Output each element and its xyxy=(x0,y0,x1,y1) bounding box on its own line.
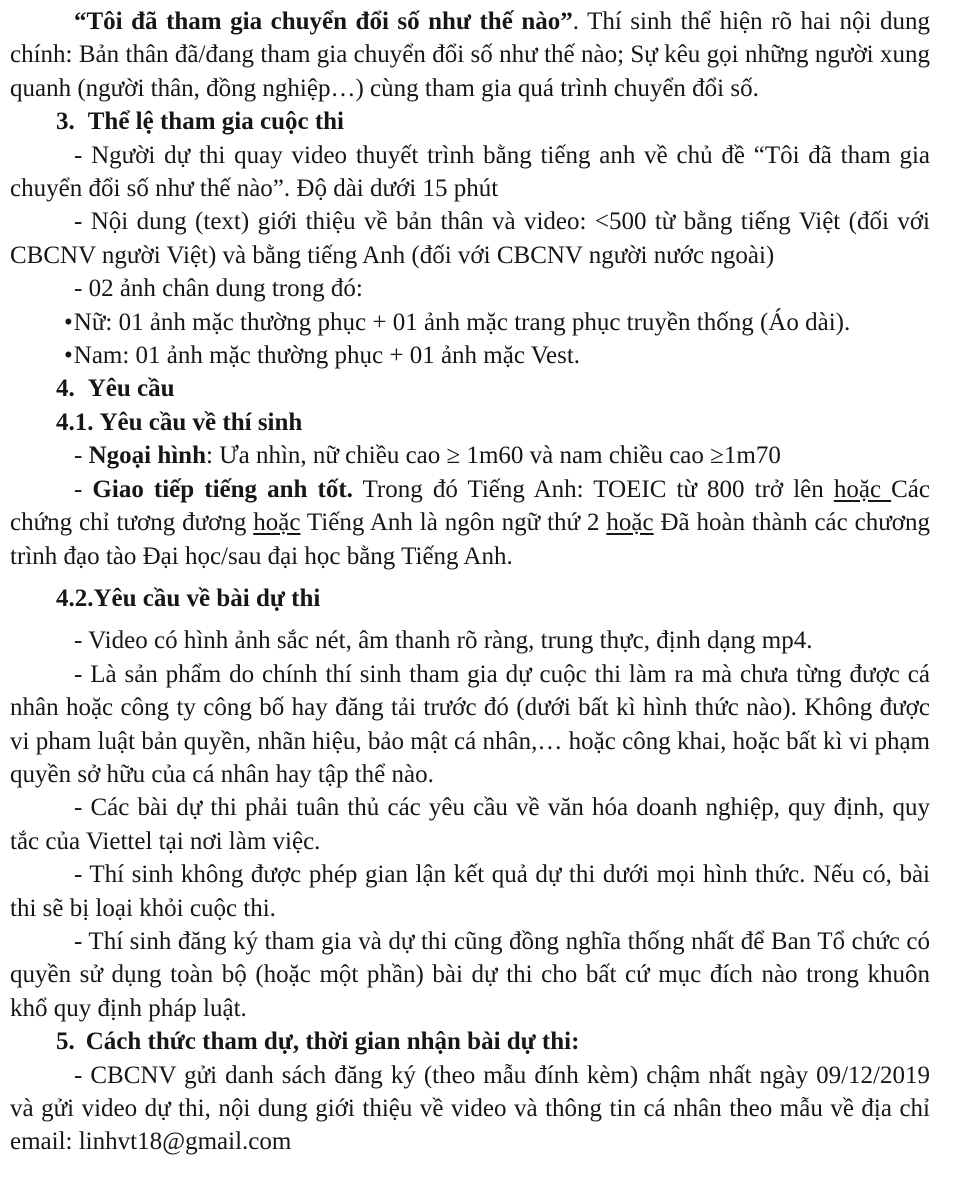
email-text: linhvt18@gmail.com xyxy=(78,1128,292,1156)
paragraph xyxy=(10,439,930,472)
text-run: Trong đó Tiếng Anh: TOEIC từ 800 trở lên xyxy=(352,475,834,503)
paragraph xyxy=(10,624,930,657)
heading-number: 5. xyxy=(56,1028,75,1056)
text-run: - Nội dung (text) giới thiệu về bản thân và video: <500 từ bằng tiếng Việt (đối với CBCNV người Việt) và bằng tiếng Anh (đối với CBCNV người nước ngoài) xyxy=(10,208,930,269)
text-run: hoặc xyxy=(253,509,301,537)
text-run: - 02 ảnh chân dung trong đó: xyxy=(74,275,363,303)
section-heading xyxy=(10,406,930,439)
heading-number: 4.1. xyxy=(56,408,94,436)
section-heading xyxy=(10,372,930,405)
section-heading xyxy=(10,582,930,615)
paragraph xyxy=(10,1059,930,1159)
paragraph xyxy=(10,858,930,925)
heading-number: 4.2. xyxy=(56,584,94,612)
text-run: . Thí sinh thể hiện rõ hai nội dung chính: Bản thân đã/đang tham gia chuyển đổi số như thế nào; Sự kêu gọi những người xung quanh (người thân, đồng nghiệp…) cùng tham gia quá trình chuyển đổi số. xyxy=(10,8,931,102)
text-run: hoặc xyxy=(833,475,892,503)
bullet-item xyxy=(10,306,930,339)
text-run: : Ưa nhìn, nữ chiều cao ≥ 1m60 và nam chiều cao ≥1m70 xyxy=(206,442,781,470)
text-run: - Người dự thi quay video thuyết trình bằng tiếng anh về chủ đề “Tôi đã tham gia chuyển đổi số như thế nào”. Độ dài dưới 15 phút xyxy=(10,141,930,203)
heading-label: Yêu cầu về thí sinh xyxy=(99,408,303,436)
text-run: - Thí sinh không được phép gian lận kết quả dự thi dưới mọi hình thức. Nếu có, bài thi sẽ bị loại khỏi cuộc thi. xyxy=(10,861,930,922)
paragraph xyxy=(10,658,930,792)
document-body xyxy=(10,5,930,1159)
paragraph xyxy=(10,272,930,305)
heading-label: Yêu cầu xyxy=(87,375,175,403)
text-run: Đã hoàn thành các chương trình đạo tào Đại học/sau đại học bằng Tiếng Anh. xyxy=(10,509,930,570)
text-run: Nữ: 01 ảnh mặc thường phục + 01 ảnh mặc trang phục truyền thống (Áo dài). xyxy=(73,308,851,336)
heading-number: 3. xyxy=(56,108,75,136)
bullet-icon: • xyxy=(64,308,73,336)
text-run: - Thí sinh đăng ký tham gia và dự thi cũng đồng nghĩa thống nhất để Ban Tổ chức có quyền sử dụng toàn bộ (hoặc một phần) bài dự thi cho bất cứ mục đích nào trong khuôn khổ quy định pháp luật. xyxy=(10,927,930,1022)
paragraph xyxy=(10,139,930,206)
heading-number: 4. xyxy=(56,375,75,403)
bullet-item xyxy=(10,339,930,372)
text-run: “Tôi đã tham gia chuyển đổi số như thế nào” xyxy=(74,8,573,35)
heading-label: Cách thức tham dự, thời gian nhận bài dự thi: xyxy=(85,1028,580,1056)
text-run: - Các bài dự thi phải tuân thủ các yêu cầu về văn hóa doanh nghiệp, quy định, quy tắc của Viettel tại nơi làm việc. xyxy=(10,794,930,855)
section-heading xyxy=(10,1025,930,1058)
section-heading xyxy=(10,105,930,138)
text-run: - CBCNV gửi danh sách đăng ký (theo mẫu đính kèm) chậm nhất ngày 09/12/2019 và gửi video dự thi, nội dung giới thiệu về video và thông tin cá nhân theo mẫu về địa chỉ email: xyxy=(10,1061,930,1156)
text-run: hoặc xyxy=(606,509,654,537)
text-run: Tiếng Anh là ngôn ngữ thứ 2 xyxy=(300,509,607,537)
text-run: - Video có hình ảnh sắc nét, âm thanh rõ ràng, trung thực, định dạng mp4. xyxy=(74,627,813,655)
text-run: Các chứng chỉ tương đương xyxy=(10,475,930,537)
text-run: - xyxy=(74,475,93,503)
text-run: Giao tiếp tiếng anh tốt. xyxy=(92,475,353,503)
heading-label: Thể lệ tham gia cuộc thi xyxy=(87,108,344,136)
paragraph xyxy=(10,925,930,1025)
paragraph xyxy=(10,791,930,858)
text-run: Nam: 01 ảnh mặc thường phục + 01 ảnh mặc Vest. xyxy=(73,342,581,370)
text-run: Ngoại hình xyxy=(88,442,206,470)
paragraph xyxy=(10,473,930,573)
paragraph xyxy=(10,205,930,272)
text-run: - Là sản phẩm do chính thí sinh tham gia dự cuộc thi làm ra mà chưa từng được cá nhân hoặc công ty công bố hay đăng tải trước đó (dưới bất kì hình thức nào). Không được vi pham luật bản quyền, nhãn hiệu, bảo mật cá nhân,… hoặc công khai, hoặc bất kì vi phạm quyền sở hữu của cá nhân hay tập thể nào. xyxy=(10,660,930,788)
paragraph xyxy=(10,5,930,105)
heading-label: Yêu cầu về bài dự thi xyxy=(93,584,321,612)
text-run: - xyxy=(74,442,89,470)
bullet-icon: • xyxy=(64,342,73,370)
